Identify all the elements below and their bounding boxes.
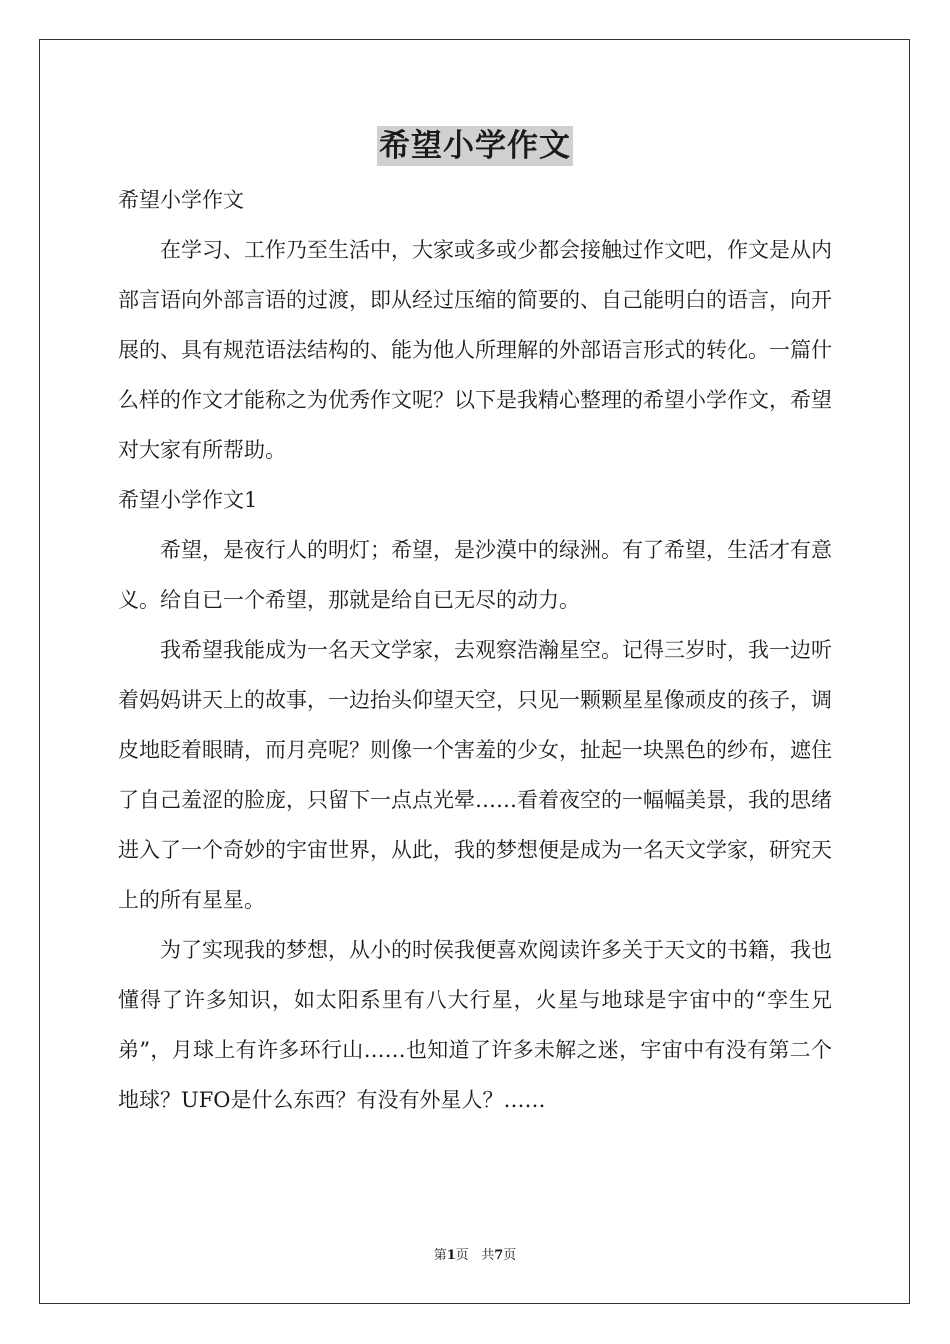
page-number: 1	[446, 1248, 456, 1263]
paragraph: 在学习、工作乃至生活中，大家或多或少都会接触过作文吧，作文是从内部言语向外部言语的过渡，即从经过压缩的简要的、自己能明白的语言，向开展的、具有规范语法结构的、能为他人所理解的外部语言形式的转化。一篇什么样的作文才能称之为优秀作文呢？以下是我精心整理的希望小学作文，希望对大家有所帮助。	[118, 238, 832, 462]
document-body	[118, 175, 832, 1125]
paragraph: 希望小学作文1	[118, 488, 258, 512]
paragraph: 希望，是夜行人的明灯；希望，是沙漠中的绿洲。有了希望，生活才有意义。给自已一个希望，那就是给自已无尽的动力。	[118, 538, 832, 612]
title-container	[0, 126, 950, 166]
total-prefix: 共	[481, 1248, 495, 1263]
page-suffix: 页	[455, 1248, 469, 1263]
paragraph: 希望小学作文	[118, 188, 244, 212]
page-footer	[0, 1247, 950, 1265]
total-pages: 7	[494, 1248, 504, 1263]
document-title: 希望小学作文	[379, 128, 571, 164]
paragraph: 我希望我能成为一名天文学家，去观察浩瀚星空。记得三岁时，我一边听着妈妈讲天上的故事，一边抬头仰望天空，只见一颗颗星星像顽皮的孩子，调皮地眨着眼睛，而月亮呢？则像一个害羞的少女，扯起一块黑色的纱布，遮住了自己羞涩的脸庞，只留下一点点光晕……看着夜空的一幅幅美景，我的思绪进入了一个奇妙的宇宙世界，从此，我的梦想便是成为一名天文学家，研究天上的所有星星。	[118, 638, 832, 912]
total-suffix: 页	[503, 1248, 517, 1263]
page-prefix: 第	[433, 1248, 447, 1263]
paragraph: 为了实现我的梦想，从小的时侯我便喜欢阅读许多关于天文的书籍，我也懂得了许多知识，如太阳系里有八大行星，火星与地球是宇宙中的“孪生兄弟”，月球上有许多环行山……也知道了许多未解之迷，宇宙中有没有第二个地球？UFO是什么东西？有没有外星人？……	[118, 938, 832, 1112]
